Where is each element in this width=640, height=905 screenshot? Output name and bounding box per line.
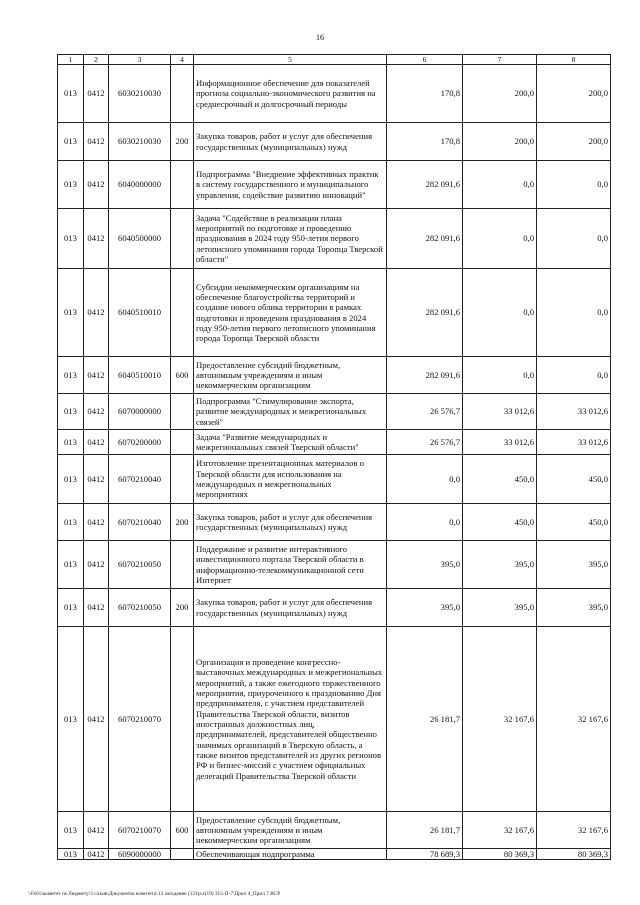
- section-code: 0412: [84, 589, 109, 627]
- target-article-code: 6070000000: [109, 394, 171, 430]
- item-description: Организация и проведение конгрессно-выставочных международных и межрегиональных мероприятий, а также ежегодного торжественного мероприятия, приуроченного к празднованию Дня предпринимателя, с участием представителей Правительства Тверской области, визитов иностранных должностных лиц, предпринимателей, представителей общественно значимых организаций в Тверскую область, а также визитов представителей из других регионов РФ и бизнес-миссий с участием официальных делегаций Правительства Тверской области: [194, 627, 387, 812]
- amount-col-8: 0,0: [537, 269, 611, 357]
- item-description: Обеспечивающая подпрограмма: [194, 849, 387, 860]
- page-number: 16: [316, 33, 324, 42]
- amount-col-7: 80 369,3: [463, 849, 537, 860]
- table-row: [58, 812, 611, 849]
- amount-col-7: 0,0: [463, 357, 537, 394]
- item-description: Подпрограмма "Внедрение эффективных практик в систему государственного и муниципального управления, содействие развитию инноваций": [194, 161, 387, 209]
- target-article-code: 6090000000: [109, 849, 171, 860]
- target-article-code: 6070210040: [109, 455, 171, 504]
- section-code: 0412: [84, 849, 109, 860]
- section-code: 0412: [84, 394, 109, 430]
- expense-type-code: 600: [171, 357, 194, 394]
- expense-type-code: [171, 849, 194, 860]
- amount-col-6: 26 576,7: [387, 430, 463, 455]
- amount-col-6: 395,0: [387, 589, 463, 627]
- amount-col-7: 0,0: [463, 161, 537, 209]
- table-row: [58, 394, 611, 430]
- target-article-code: 6070210070: [109, 627, 171, 812]
- expense-type-code: 200: [171, 123, 194, 161]
- ministry-code: 013: [58, 849, 84, 860]
- amount-col-6: 26 576,7: [387, 394, 463, 430]
- amount-col-7: 200,0: [463, 65, 537, 123]
- ministry-code: 013: [58, 455, 84, 504]
- column-header: 7: [463, 55, 537, 65]
- target-article-code: 6040000000: [109, 161, 171, 209]
- item-description: Поддержание и развитие интерактивного инвестиционного портала Тверской области в информационно-телекоммуникационной сети Интернет: [194, 541, 387, 589]
- section-code: 0412: [84, 430, 109, 455]
- ministry-code: 013: [58, 504, 84, 541]
- table-row: [58, 589, 611, 627]
- amount-col-8: 0,0: [537, 357, 611, 394]
- amount-col-6: 282 091,6: [387, 161, 463, 209]
- target-article-code: 6030210030: [109, 65, 171, 123]
- section-code: 0412: [84, 357, 109, 394]
- target-article-code: 6040510010: [109, 357, 171, 394]
- amount-col-6: 170,8: [387, 65, 463, 123]
- ministry-code: 013: [58, 209, 84, 269]
- amount-col-8: 395,0: [537, 541, 611, 589]
- amount-col-6: 395,0: [387, 541, 463, 589]
- amount-col-7: 33 012,6: [463, 430, 537, 455]
- expense-type-code: [171, 65, 194, 123]
- amount-col-6: 282 091,6: [387, 357, 463, 394]
- expense-type-code: [171, 394, 194, 430]
- amount-col-8: 450,0: [537, 504, 611, 541]
- item-description: Подпрограмма "Стимулирование экспорта, развитие международных и межрегиональных связей": [194, 394, 387, 430]
- table-row: [58, 209, 611, 269]
- amount-col-7: 32 167,6: [463, 627, 537, 812]
- amount-col-6: 282 091,6: [387, 209, 463, 269]
- amount-col-7: 0,0: [463, 209, 537, 269]
- amount-col-7: 200,0: [463, 123, 537, 161]
- header-row: [58, 55, 611, 65]
- amount-col-8: 395,0: [537, 589, 611, 627]
- section-code: 0412: [84, 161, 109, 209]
- table-row: [58, 541, 611, 589]
- amount-col-6: 26 181,7: [387, 627, 463, 812]
- ministry-code: 013: [58, 589, 84, 627]
- expense-type-code: 200: [171, 504, 194, 541]
- file-path-footer: \\Fs01\комитет по бюджету\3 созыв\Документы комитета\13 заседание (12)\p\z(19) 315-П-7\Прил 4_Прил 7 ВСР: [28, 891, 281, 897]
- section-code: 0412: [84, 269, 109, 357]
- expense-type-code: [171, 541, 194, 589]
- ministry-code: 013: [58, 357, 84, 394]
- section-code: 0412: [84, 627, 109, 812]
- amount-col-8: 0,0: [537, 161, 611, 209]
- amount-col-8: 450,0: [537, 455, 611, 504]
- section-code: 0412: [84, 541, 109, 589]
- table-row: [58, 627, 611, 812]
- amount-col-8: 0,0: [537, 209, 611, 269]
- table-row: [58, 123, 611, 161]
- ministry-code: 013: [58, 394, 84, 430]
- amount-col-8: 32 167,6: [537, 627, 611, 812]
- table-row: [58, 430, 611, 455]
- expense-type-code: [171, 627, 194, 812]
- item-description: Предоставление субсидий бюджетным, автономным учреждениям и иным некоммерческим организациям: [194, 812, 387, 849]
- column-header: 6: [387, 55, 463, 65]
- item-description: Задача "Содействие в реализации плана мероприятий по подготовке и проведению празднования в 2024 году 950-летия первого летописного упоминания города Торопца Тверской области": [194, 209, 387, 269]
- amount-col-6: 0,0: [387, 504, 463, 541]
- amount-col-6: 282 091,6: [387, 269, 463, 357]
- target-article-code: 6070210050: [109, 541, 171, 589]
- table-row: [58, 65, 611, 123]
- amount-col-6: 78 689,3: [387, 849, 463, 860]
- table-row: [58, 504, 611, 541]
- ministry-code: 013: [58, 430, 84, 455]
- item-description: Предоставление субсидий бюджетным, автономным учреждениям и иным некоммерческим организациям: [194, 357, 387, 394]
- amount-col-7: 395,0: [463, 589, 537, 627]
- target-article-code: 6030210030: [109, 123, 171, 161]
- ministry-code: 013: [58, 161, 84, 209]
- table-row: [58, 357, 611, 394]
- section-code: 0412: [84, 65, 109, 123]
- amount-col-6: 0,0: [387, 455, 463, 504]
- target-article-code: 6070210040: [109, 504, 171, 541]
- table-row: [58, 161, 611, 209]
- amount-col-7: 32 167,6: [463, 812, 537, 849]
- column-header: 1: [58, 55, 84, 65]
- item-description: Закупка товаров, работ и услуг для обеспечения государственных (муниципальных) нужд: [194, 589, 387, 627]
- expense-type-code: [171, 455, 194, 504]
- amount-col-7: 450,0: [463, 504, 537, 541]
- amount-col-7: 0,0: [463, 269, 537, 357]
- amount-col-7: 33 012,6: [463, 394, 537, 430]
- item-description: Изготовление презентационных материалов о Тверской области для использования на международных и межрегиональных мероприятиях: [194, 455, 387, 504]
- section-code: 0412: [84, 455, 109, 504]
- amount-col-8: 32 167,6: [537, 812, 611, 849]
- amount-col-8: 80 369,3: [537, 849, 611, 860]
- expense-type-code: [171, 161, 194, 209]
- column-header: 5: [194, 55, 387, 65]
- ministry-code: 013: [58, 812, 84, 849]
- section-code: 0412: [84, 209, 109, 269]
- expense-type-code: 200: [171, 589, 194, 627]
- expense-type-code: 600: [171, 812, 194, 849]
- amount-col-8: 33 012,6: [537, 394, 611, 430]
- target-article-code: 6040500000: [109, 209, 171, 269]
- section-code: 0412: [84, 504, 109, 541]
- column-header: 2: [84, 55, 109, 65]
- item-description: Информационное обеспечение для показателей прогноза социально-экономического развития на среднесрочный и долгосрочный периоды: [194, 65, 387, 123]
- ministry-code: 013: [58, 123, 84, 161]
- column-header: 8: [537, 55, 611, 65]
- amount-col-8: 33 012,6: [537, 430, 611, 455]
- ministry-code: 013: [58, 627, 84, 812]
- amount-col-6: 26 181,7: [387, 812, 463, 849]
- budget-table: [57, 54, 611, 860]
- item-description: Субсидии некоммерческим организациям на обеспечение благоустройства территорий и создание нового облика территории в рамках подготовки и проведения празднования в 2024 году 950-летия первого летописного упоминания города Торопца Тверской области: [194, 269, 387, 357]
- amount-col-6: 170,8: [387, 123, 463, 161]
- table-row: [58, 455, 611, 504]
- amount-col-8: 200,0: [537, 123, 611, 161]
- expense-type-code: [171, 430, 194, 455]
- target-article-code: 6070210050: [109, 589, 171, 627]
- table-row: [58, 849, 611, 860]
- section-code: 0412: [84, 812, 109, 849]
- ministry-code: 013: [58, 541, 84, 589]
- column-header: 3: [109, 55, 171, 65]
- amount-col-7: 450,0: [463, 455, 537, 504]
- amount-col-8: 200,0: [537, 65, 611, 123]
- target-article-code: 6040510010: [109, 269, 171, 357]
- column-header: 4: [171, 55, 194, 65]
- table-row: [58, 269, 611, 357]
- expense-type-code: [171, 209, 194, 269]
- ministry-code: 013: [58, 269, 84, 357]
- target-article-code: 6070210070: [109, 812, 171, 849]
- amount-col-7: 395,0: [463, 541, 537, 589]
- item-description: Задача "Развитие международных и межрегиональных связей Тверской области": [194, 430, 387, 455]
- item-description: Закупка товаров, работ и услуг для обеспечения государственных (муниципальных) нужд: [194, 123, 387, 161]
- item-description: Закупка товаров, работ и услуг для обеспечения государственных (муниципальных) нужд: [194, 504, 387, 541]
- ministry-code: 013: [58, 65, 84, 123]
- expense-type-code: [171, 269, 194, 357]
- section-code: 0412: [84, 123, 109, 161]
- target-article-code: 6070200000: [109, 430, 171, 455]
